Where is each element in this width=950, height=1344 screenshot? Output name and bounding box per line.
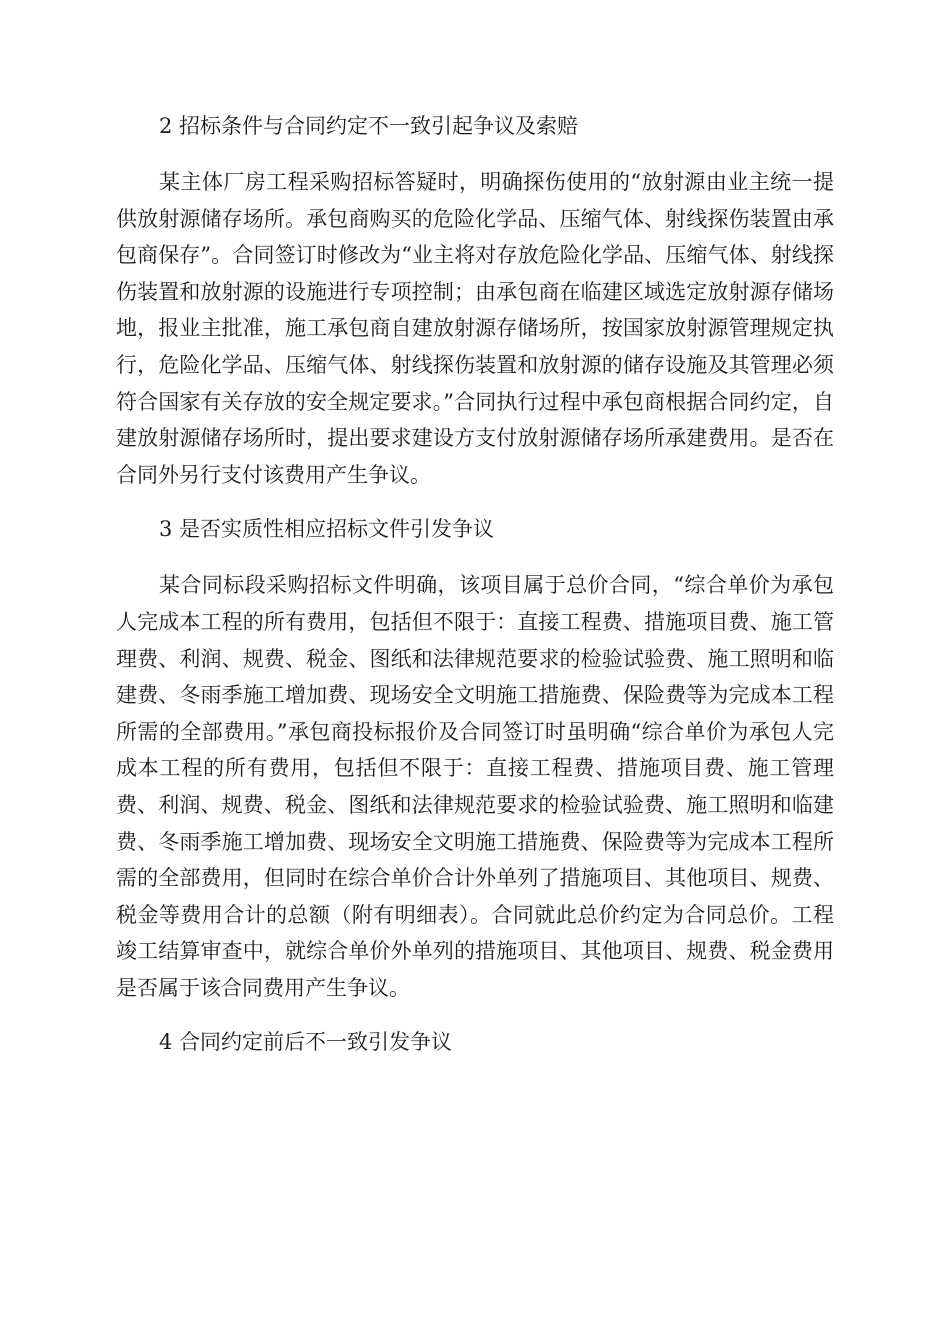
section-body-3: 某合同标段采购招标文件明确，该项目属于总价合同，“综合单价为承包人完成本工程的所有费用，包括但不限于：直接工程费、措施项目费、施工管理费、利润、规费、税金、图纸和法律规范要求的检验试验费、施工照明和临建费、冬雨季施工增加费、现场安全文明施工措施费、保险费等为完成本工程所需的全部费用。”承包商投标报价及合同签订时虽明确“综合单价为承包人完成本工程的所有费用，包括但不限于：直接工程费、措施项目费、施工管理费、利润、规费、税金、图纸和法律规范要求的检验试验费、施工照明和临建费、冬雨季施工增加费、现场安全文明施工措施费、保险费等为完成本工程所需的全部费用，但同时在综合单价合计外单列了措施项目、其他项目、规费、税金等费用合计的总额（附有明细表）。合同就此总价约定为合同总价。工程竣工结算审查中，就综合单价外单列的措施项目、其他项目、规费、税金费用是否属于该合同费用产生争议。 — [116, 573, 834, 1000]
spacer — [116, 1006, 834, 1024]
section-heading-2: 2 招标条件与合同约定不一致引起争议及索赔 — [159, 114, 579, 138]
section-heading-4: 4 合同约定前后不一致引发争议 — [159, 1030, 453, 1055]
spacer — [116, 493, 834, 511]
spacer — [116, 144, 834, 164]
section-body-2: 某主体厂房工程采购招标答疑时，明确探伤使用的“放射源由业主统一提供放射源储存场所。承包商购买的危险化学品、压缩气体、射线探伤装置由承包商保存”。合同签订时修改为“业主将对存放危险化学品、压缩气体、射线探伤装置和放射源的设施进行专项控制；由承包商在临建区域选定放射源存储场地，报业主批准，施工承包商自建放射源存储场所，按国家放射源管理规定执行，危险化学品、压缩气体、射线探伤装置和放射源的储存设施及其管理必须符合国家有关存放的安全规定要求。”合同执行过程中承包商根据合同约定，自建放射源储存场所时，提出要求建设方支付放射源储存场所承建费用。是否在合同外另行支付该费用产生争议。 — [116, 170, 834, 487]
spacer — [116, 547, 834, 567]
section-heading-3: 3 是否实质性相应招标文件引发争议 — [159, 517, 495, 542]
document-page — [116, 108, 834, 1060]
